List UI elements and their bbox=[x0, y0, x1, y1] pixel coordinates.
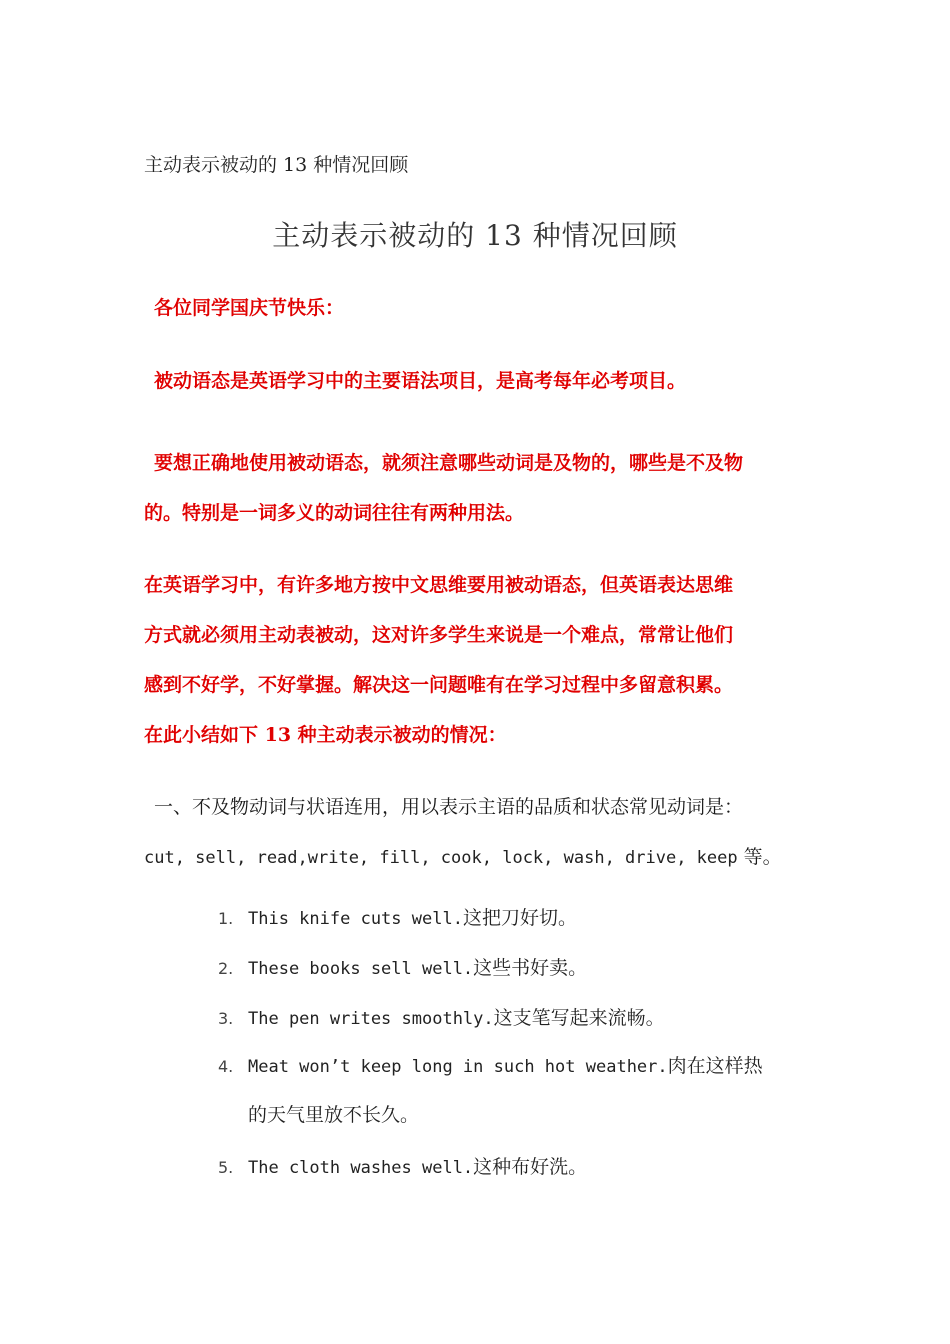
example-number: 5. bbox=[218, 1158, 234, 1177]
example-chinese: 这支笔写起来流畅。 bbox=[493, 1007, 665, 1029]
example-chinese: 这把刀好切。 bbox=[462, 907, 577, 929]
example-number: 3. bbox=[218, 1009, 234, 1028]
intro-3-line-2: 方式就必须用主动表被动，这对许多学生来说是一个难点，常常让他们 bbox=[144, 624, 734, 646]
example-english: The pen writes smoothly. bbox=[248, 1009, 494, 1029]
example-number: 1. bbox=[218, 909, 234, 928]
example-item bbox=[218, 1003, 818, 1030]
section-1-verbs-suffix: 等。 bbox=[743, 846, 782, 868]
intro-1-text: 被动语态是英语学习中的主要语法项目，是高考每年必考项目。 bbox=[154, 370, 687, 392]
intro-3-line-1: 在英语学习中，有许多地方按中文思维要用被动语态，但英语表达思维 bbox=[144, 574, 734, 596]
intro-2-line-2: 的。特别是一词多义的动词往往有两种用法。 bbox=[144, 502, 525, 524]
section-1-heading: 一、不及物动词与状语连用，用以表示主语的品质和状态常见动词是： bbox=[154, 796, 744, 818]
header-title: 主动表示被动的 13 种情况回顾 bbox=[144, 154, 409, 176]
section-1 bbox=[144, 782, 804, 883]
example-chinese: 肉在这样热 bbox=[667, 1055, 763, 1077]
example-english: These books sell well. bbox=[248, 959, 474, 979]
intro-paragraph-1 bbox=[154, 366, 814, 393]
section-1-verbs-line bbox=[144, 832, 804, 883]
example-english: Meat won’t keep long in such hot weather. bbox=[248, 1057, 668, 1077]
example-number: 4. bbox=[218, 1057, 234, 1076]
intro-3-line-4: 在此小结如下 13 种主动表示被动的情况： bbox=[144, 724, 507, 746]
intro-paragraph-2 bbox=[144, 438, 804, 538]
example-item bbox=[218, 953, 818, 980]
example-chinese: 这种布好洗。 bbox=[473, 1156, 588, 1178]
greeting-text: 各位同学国庆节快乐： bbox=[154, 297, 345, 319]
intro-paragraph-3 bbox=[144, 560, 804, 760]
page-title: 主动表示被动的 13 种情况回顾 bbox=[272, 219, 678, 252]
example-item bbox=[218, 1053, 818, 1128]
section-1-verbs: cut, sell, read,write, fill, cook, lock, wash, drive, keep bbox=[144, 848, 738, 868]
example-english: The cloth washes well. bbox=[248, 1158, 474, 1178]
intro-2-line-1: 要想正确地使用被动语态，就须注意哪些动词是及物的，哪些是不及物 bbox=[154, 452, 744, 474]
greeting bbox=[154, 293, 814, 320]
example-chinese: 这些书好卖。 bbox=[473, 957, 588, 979]
intro-3-line-3: 感到不好学，不好掌握。解决这一问题唯有在学习过程中多留意积累。 bbox=[144, 674, 734, 696]
example-line bbox=[218, 1053, 818, 1080]
example-number: 2. bbox=[218, 959, 234, 978]
example-item bbox=[218, 1152, 818, 1179]
example-item bbox=[218, 903, 818, 930]
example-english: This knife cuts well. bbox=[248, 909, 463, 929]
example-chinese-continued: 的天气里放不长久。 bbox=[248, 1104, 420, 1126]
